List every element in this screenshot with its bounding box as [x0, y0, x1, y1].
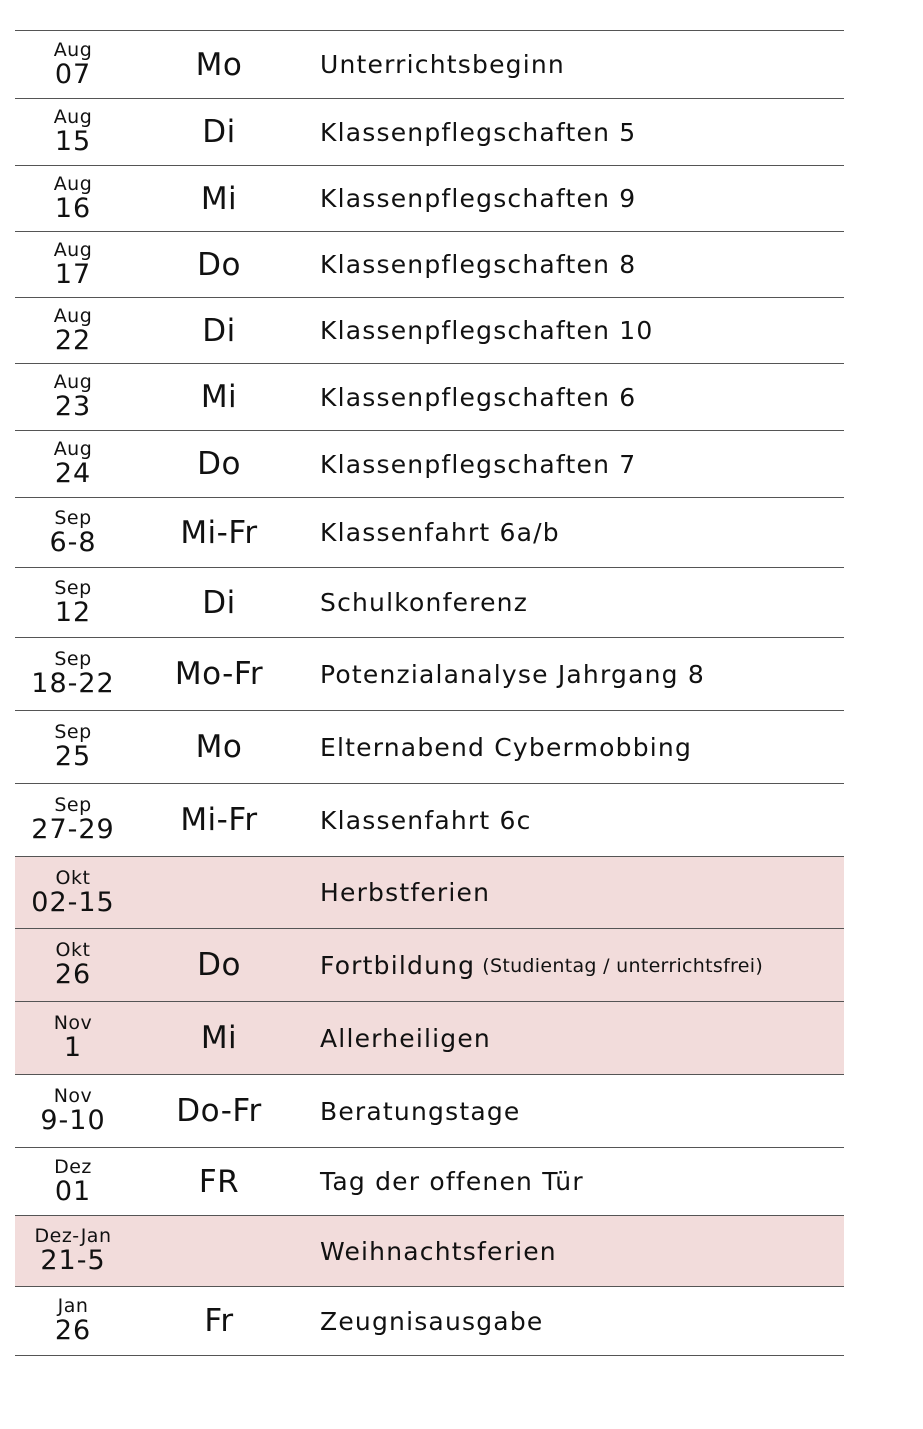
weekday-label: Do	[197, 446, 241, 482]
weekday-label: Fr	[204, 1303, 234, 1339]
day-label: 23	[54, 391, 92, 422]
weekday-label	[149, 857, 289, 928]
month-label: Aug	[53, 438, 93, 460]
day-label: 21-5	[40, 1245, 106, 1276]
date-cell	[15, 99, 131, 165]
school-calendar-table	[15, 30, 844, 1356]
event-cell	[320, 431, 844, 497]
weekday-label: Mi	[200, 1020, 238, 1056]
day-label: 12	[54, 596, 92, 628]
event-label: Potenzialanalyse Jahrgang 8	[320, 659, 705, 689]
weekday-label: Mo	[195, 46, 243, 83]
date-cell	[15, 31, 131, 98]
date-cell	[15, 784, 131, 856]
event-label: Klassenpflegschaften 5	[320, 117, 637, 147]
date-cell	[15, 638, 131, 710]
weekday-label: Do-Fr	[176, 1093, 262, 1129]
day-label: 9-10	[40, 1105, 106, 1136]
date-cell	[15, 431, 131, 497]
event-label: Klassenpflegschaften 6	[320, 382, 637, 412]
calendar-row	[15, 31, 844, 99]
date-cell	[15, 498, 131, 567]
event-cell	[320, 1216, 844, 1286]
day-label: 26	[54, 959, 92, 990]
date-cell	[15, 166, 131, 231]
date-cell	[15, 1216, 131, 1286]
event-label: Klassenpflegschaften 7	[320, 449, 637, 479]
event-cell	[320, 568, 844, 637]
month-label: Sep	[54, 506, 92, 529]
month-label: Nov	[53, 1012, 93, 1034]
calendar-row	[15, 498, 844, 568]
weekday-label: Mi-Fr	[180, 514, 258, 551]
date-cell	[15, 1002, 131, 1074]
day-label: 01	[54, 1175, 92, 1207]
calendar-row	[15, 166, 844, 232]
weekday-label: Di	[202, 584, 236, 621]
month-label: Aug	[53, 238, 93, 261]
date-cell	[15, 568, 131, 637]
calendar-row	[15, 232, 844, 298]
day-label: 22	[54, 324, 92, 356]
date-cell	[15, 929, 131, 1001]
event-cell	[320, 166, 844, 231]
month-label: Dez	[54, 1155, 92, 1178]
event-cell	[320, 638, 844, 710]
event-label: Elternabend Cybermobbing	[320, 732, 693, 762]
event-cell	[320, 298, 844, 363]
calendar-row	[15, 1216, 844, 1287]
date-cell	[15, 1148, 131, 1215]
event-label: Weihnachtsferien	[320, 1236, 557, 1266]
calendar-row	[15, 638, 844, 711]
event-label: Klassenpflegschaften 9	[320, 184, 637, 213]
calendar-row	[15, 1148, 844, 1216]
calendar-row	[15, 298, 844, 364]
weekday-label: Mo-Fr	[174, 656, 264, 692]
event-label: Beratungstage	[320, 1096, 521, 1126]
calendar-row	[15, 784, 844, 857]
day-label: 25	[54, 741, 92, 772]
calendar-row	[15, 568, 844, 638]
weekday-label: Mi	[200, 379, 238, 415]
day-label: 07	[54, 58, 92, 90]
month-label: Okt	[55, 939, 91, 961]
weekday-label: Mi	[200, 180, 238, 217]
event-cell	[320, 498, 844, 567]
event-cell	[320, 364, 844, 430]
event-label: Fortbildung	[320, 950, 476, 980]
month-label: Aug	[53, 106, 93, 128]
month-label: Aug	[53, 371, 93, 393]
month-label: Aug	[53, 304, 93, 327]
day-label: 27-29	[31, 814, 115, 845]
day-label: 26	[54, 1315, 92, 1346]
date-cell	[15, 364, 131, 430]
weekday-label: Do	[197, 246, 241, 283]
calendar-row	[15, 1075, 844, 1148]
event-cell	[320, 929, 844, 1001]
weekday-label: Do	[197, 947, 241, 983]
day-label: 1	[63, 1032, 83, 1063]
event-cell	[320, 784, 844, 856]
event-label: Klassenfahrt 6a/b	[320, 518, 560, 547]
weekday-label: FR	[198, 1163, 240, 1200]
month-label: Nov	[53, 1085, 93, 1107]
calendar-row	[15, 364, 844, 431]
date-cell	[15, 857, 131, 928]
calendar-row	[15, 431, 844, 498]
calendar-row	[15, 1002, 844, 1075]
month-label: Aug	[53, 172, 93, 195]
event-note: (Studientag / unterrichtsfrei)	[482, 955, 764, 977]
weekday-label: Di	[202, 114, 236, 150]
date-cell	[15, 711, 131, 783]
month-label: Aug	[53, 38, 93, 61]
weekday-label: Di	[202, 312, 236, 349]
event-cell	[320, 232, 844, 297]
event-cell	[320, 857, 844, 928]
day-label: 16	[54, 192, 92, 224]
event-label: Unterrichtsbeginn	[320, 50, 565, 79]
month-label: Okt	[55, 866, 91, 889]
calendar-row	[15, 1287, 844, 1356]
event-label: Tag der offenen Tür	[320, 1167, 584, 1196]
event-label: Herbstferien	[320, 878, 491, 907]
day-label: 18-22	[31, 668, 115, 699]
event-label: Zeugnisausgabe	[320, 1306, 544, 1336]
date-cell	[15, 232, 131, 297]
day-label: 17	[54, 258, 92, 290]
event-cell	[320, 31, 844, 98]
day-label: 6-8	[49, 526, 97, 558]
event-cell	[320, 1287, 844, 1355]
calendar-row	[15, 929, 844, 1002]
weekday-label: Mi-Fr	[180, 802, 258, 838]
day-label: 02-15	[31, 886, 115, 918]
weekday-label	[149, 1216, 289, 1286]
month-label: Sep	[54, 794, 92, 816]
month-label: Dez-Jan	[34, 1225, 112, 1247]
event-label: Klassenpflegschaften 8	[320, 250, 637, 279]
date-cell	[15, 1287, 131, 1355]
month-label: Sep	[54, 576, 92, 599]
calendar-row	[15, 99, 844, 166]
date-cell	[15, 298, 131, 363]
event-cell	[320, 1148, 844, 1215]
event-cell	[320, 1002, 844, 1074]
month-label: Jan	[57, 1295, 89, 1317]
day-label: 15	[54, 126, 92, 157]
month-label: Sep	[54, 721, 92, 743]
event-label: Klassenfahrt 6c	[320, 805, 532, 835]
event-label: Klassenpflegschaften 10	[320, 316, 654, 345]
calendar-row	[15, 711, 844, 784]
event-label: Allerheiligen	[320, 1023, 491, 1053]
day-label: 24	[54, 458, 92, 489]
calendar-row	[15, 857, 844, 929]
event-cell	[320, 711, 844, 783]
date-cell	[15, 1075, 131, 1147]
weekday-label: Mo	[195, 729, 243, 765]
event-cell	[320, 1075, 844, 1147]
event-label: Schulkonferenz	[320, 588, 529, 617]
month-label: Sep	[54, 648, 92, 670]
event-cell	[320, 99, 844, 165]
